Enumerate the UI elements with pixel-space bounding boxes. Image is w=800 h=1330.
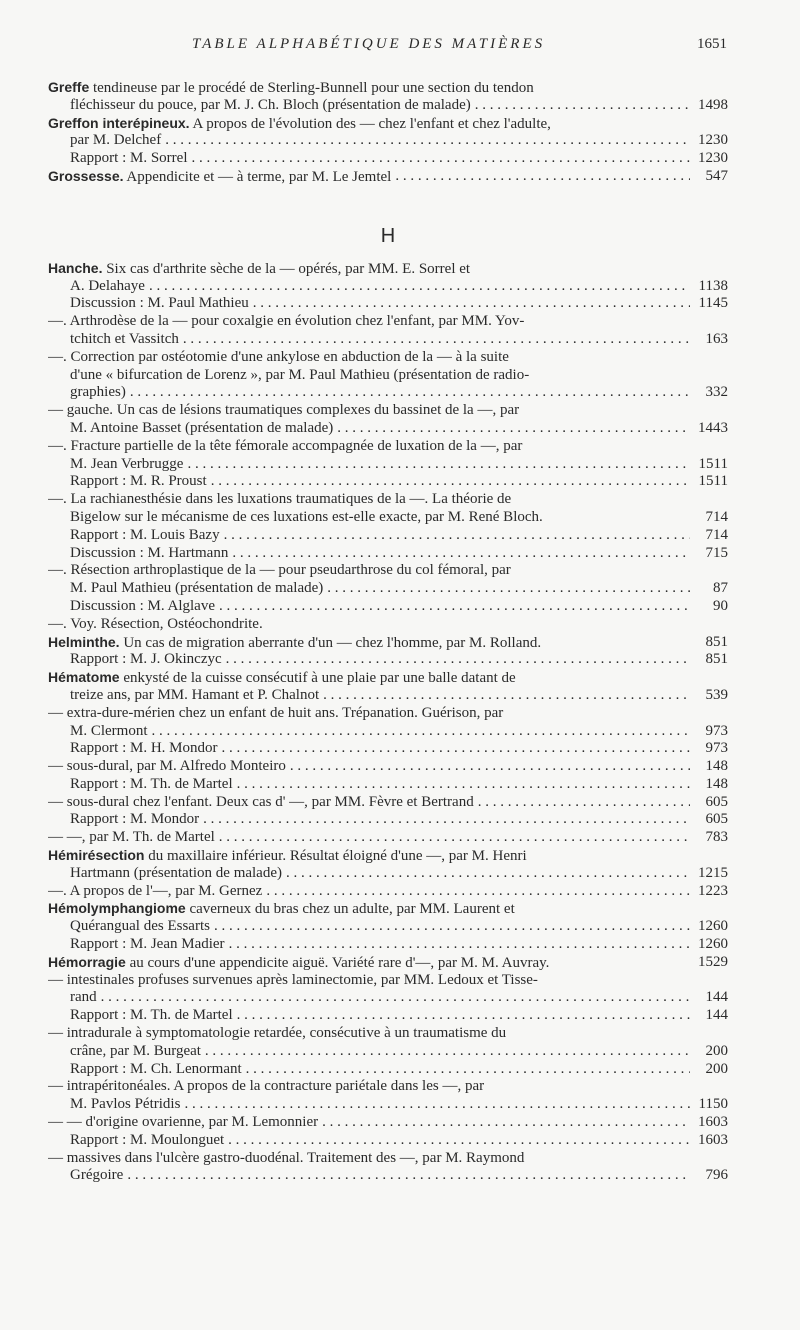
index-line-text: Greffon interépineux. A propos de l'évolution des — chez l'enfant et chez l'adulte, — [48, 114, 551, 132]
index-line — [48, 473, 728, 491]
dot-leader — [318, 1114, 690, 1132]
dot-leader — [145, 278, 690, 296]
dot-leader — [179, 331, 690, 349]
dot-leader — [333, 420, 690, 438]
index-line — [48, 740, 728, 758]
index-line — [48, 491, 728, 509]
index-line — [48, 989, 728, 1007]
index-line — [48, 313, 728, 331]
page-reference: 1603 — [698, 1114, 728, 1131]
page-reference: 90 — [713, 597, 728, 614]
index-entry — [48, 79, 728, 115]
index-line — [48, 1096, 728, 1114]
index-line-text: rand — [70, 989, 97, 1006]
index-line-text: —. A propos de l'—, par M. Gernez — [48, 882, 263, 899]
index-entry — [48, 260, 728, 634]
dot-leader — [391, 168, 690, 186]
index-line-text: —. Résection arthroplastique de la — pour pseudarthrose du col fémoral, par — [48, 562, 511, 579]
page-reference: 1498 — [698, 96, 728, 113]
dot-leader — [233, 776, 690, 794]
index-line-text: graphies) — [70, 384, 126, 401]
index-line — [48, 1114, 728, 1132]
page-reference: 973 — [705, 740, 728, 757]
index-line-text: —. Arthrodèse de la — pour coxalgie en évolution chez l'enfant, par MM. Yov- — [48, 313, 525, 330]
index-line-text: Grégoire — [70, 1167, 124, 1184]
index-line-text: Hémirésection du maxillaire inférieur. Résultat éloigné d'une —, par M. Henri — [48, 847, 527, 865]
dot-leader — [224, 1132, 690, 1150]
index-line-text: Bigelow sur le mécanisme de ces luxations est-elle exacte, par M. René Bloch. — [70, 508, 543, 525]
index-line — [48, 865, 728, 883]
index-line — [48, 1025, 728, 1043]
dot-leader — [262, 883, 690, 901]
index-line — [48, 954, 728, 972]
index-line — [48, 598, 728, 616]
page-reference: 1529 — [698, 953, 728, 970]
page-reference: 1145 — [698, 295, 728, 312]
index-line — [48, 384, 728, 402]
page-reference: 796 — [705, 1167, 728, 1184]
page-reference: 1260 — [698, 918, 728, 935]
index-line-text: Hémolymphangiome caverneux du bras chez un adulte, par MM. Laurent et — [48, 900, 515, 918]
index-line — [48, 168, 728, 186]
index-line — [48, 150, 728, 168]
index-keyword: Grossesse. — [48, 167, 124, 184]
index-line-text: d'une « bifurcation de Lorenz », par M. Paul Mathieu (présentation de radio- — [70, 366, 530, 383]
dot-leader — [199, 811, 690, 829]
index-line — [48, 295, 728, 313]
index-line — [48, 132, 728, 150]
index-line-text: —. Voy. Résection, Ostéochondrite. — [48, 615, 263, 632]
page-reference: 547 — [705, 167, 728, 184]
index-line-text: Rapport : M. Moulonguet — [70, 1131, 225, 1148]
index-line — [48, 1150, 728, 1168]
page-number: 1651 — [697, 36, 727, 52]
index-line — [48, 883, 728, 901]
index-line-text: M. Jean Verbrugge — [70, 455, 184, 472]
index-entry — [48, 954, 728, 1185]
page-reference: 163 — [705, 330, 728, 347]
index-keyword: Hémolymphangiome — [48, 900, 186, 917]
index-line-text: — —, par M. Th. de Martel — [48, 829, 215, 846]
index-line-text: crâne, par M. Burgeat — [70, 1042, 201, 1059]
index-line — [48, 794, 728, 812]
index-line-text: M. Clermont — [70, 722, 148, 739]
index-entry — [48, 115, 728, 168]
index-line — [48, 115, 728, 133]
page-reference: 851 — [705, 633, 728, 650]
index-line — [48, 829, 728, 847]
page-reference: 851 — [705, 651, 728, 668]
index-line — [48, 705, 728, 723]
index-line — [48, 1167, 728, 1185]
index-line-text: Discussion : M. Paul Mathieu — [70, 295, 249, 312]
index-line — [48, 527, 728, 545]
index-line — [48, 723, 728, 741]
index-line — [48, 776, 728, 794]
index-line-text: — sous-dural, par M. Alfredo Monteiro — [48, 758, 286, 775]
index-line-text: Hartmann (présentation de malade) — [70, 864, 282, 881]
index-line — [48, 367, 728, 385]
entries-letter-h — [48, 260, 728, 1185]
index-line-text: — intrapéritonéales. A propos de la contracture pariétale dans les —, par — [48, 1078, 485, 1095]
dot-leader — [286, 758, 690, 776]
page-reference: 1215 — [698, 864, 728, 881]
index-line — [48, 900, 728, 918]
index-line-text: treize ans, par MM. Hamant et P. Chalnot — [70, 686, 320, 703]
index-line-text: Discussion : M. Alglave — [70, 597, 215, 614]
index-line-text: Rapport : M. H. Mondor — [70, 740, 218, 757]
page-reference: 539 — [705, 686, 728, 703]
index-line — [48, 349, 728, 367]
index-line-text: A. Delahaye — [70, 277, 145, 294]
page-reference: 144 — [705, 1007, 728, 1024]
page-reference: 605 — [705, 811, 728, 828]
dot-leader — [543, 509, 690, 527]
dot-leader — [233, 1007, 690, 1025]
index-line-text: —. Correction par ostéotomie d'une ankylose en abduction de la — à la suite — [48, 348, 509, 365]
page-reference: 332 — [705, 384, 728, 401]
dot-leader — [474, 794, 690, 812]
index-keyword: Helminthe. — [48, 633, 120, 650]
index-keyword: Hanche. — [48, 259, 103, 276]
index-line — [48, 758, 728, 776]
index-line — [48, 438, 728, 456]
index-line — [48, 402, 728, 420]
index-line — [48, 79, 728, 97]
page-reference: 148 — [705, 775, 728, 792]
index-entry — [48, 847, 728, 900]
index-line-text: Rapport : M. Ch. Lenormant — [70, 1060, 242, 1077]
index-line — [48, 847, 728, 865]
page-reference: 1230 — [698, 150, 728, 167]
page-reference: 1511 — [698, 473, 728, 490]
page-reference: 715 — [705, 544, 728, 561]
page-reference: 1603 — [698, 1131, 728, 1148]
index-line-text: Rapport : M. J. Okinczyc — [70, 651, 222, 668]
index-line-text: Hématome enkysté de la cuisse consécutif à une plaie par une balle datant de — [48, 669, 516, 687]
dot-leader — [541, 634, 690, 652]
index-line-text: M. Paul Mathieu (présentation de malade) — [70, 580, 324, 597]
index-keyword: Greffe — [48, 79, 90, 95]
dot-leader — [201, 1043, 690, 1061]
index-line — [48, 669, 728, 687]
index-line — [48, 616, 728, 634]
dot-leader — [188, 150, 691, 168]
page-reference: 148 — [705, 758, 728, 775]
page-reference: 973 — [705, 722, 728, 739]
index-line-text: Rapport : M. Th. de Martel — [70, 1007, 233, 1024]
index-line-text: — sous-dural chez l'enfant. Deux cas d' —, par MM. Fèvre et Bertrand — [48, 793, 474, 810]
index-line — [48, 1061, 728, 1079]
dot-leader — [242, 1061, 690, 1079]
page-reference: 144 — [705, 989, 728, 1006]
index-line — [48, 1043, 728, 1061]
index-keyword: Hématome — [48, 669, 120, 686]
dot-leader — [249, 295, 690, 313]
index-line — [48, 260, 728, 278]
dot-leader — [123, 1167, 690, 1185]
dot-leader — [215, 829, 690, 847]
index-entry — [48, 634, 728, 670]
index-line-text: Quérangual des Essarts — [70, 918, 210, 935]
page-reference: 714 — [705, 526, 728, 543]
index-line-text: Rapport : M. Mondor — [70, 811, 200, 828]
page-reference: 87 — [713, 580, 728, 597]
index-line-text: Rapport : M. Th. de Martel — [70, 775, 233, 792]
index-line — [48, 687, 728, 705]
index-line — [48, 509, 728, 527]
dot-leader — [207, 473, 690, 491]
page-reference: 1223 — [698, 882, 728, 899]
dot-leader — [215, 598, 690, 616]
dot-leader — [126, 384, 690, 402]
dot-leader — [282, 865, 690, 883]
running-title: TABLE ALPHABÉTIQUE DES MATIÈRES — [192, 36, 546, 52]
dot-leader — [228, 545, 690, 563]
index-line — [48, 278, 728, 296]
dot-leader — [549, 954, 690, 972]
index-line-text: Helminthe. Un cas de migration aberrante d'un — chez l'homme, par M. Rolland. — [48, 633, 542, 651]
index-line-text: — — d'origine ovarienne, par M. Lemonnier — [48, 1114, 319, 1131]
index-line — [48, 331, 728, 349]
index-entry — [48, 168, 728, 186]
dot-leader — [471, 97, 690, 115]
index-line — [48, 1007, 728, 1025]
index-line-text: —. La rachianesthésie dans les luxations traumatiques de la —. La théorie de — [48, 491, 512, 508]
index-entry — [48, 669, 728, 847]
index-line — [48, 811, 728, 829]
page-reference: 200 — [705, 1060, 728, 1077]
index-line-text: M. Pavlos Pétridis — [70, 1096, 181, 1113]
index-line — [48, 580, 728, 598]
index-line-text: Greffe tendineuse par le procédé de Sterling-Bunnell pour une section du tendon — [48, 79, 534, 96]
page-reference: 605 — [705, 793, 728, 810]
index-keyword: Greffon interépineux. — [48, 114, 190, 131]
dot-leader — [97, 989, 690, 1007]
index-line — [48, 420, 728, 438]
index-line-text: Rapport : M. Sorrel — [70, 150, 188, 167]
index-line — [48, 972, 728, 990]
dot-leader — [218, 740, 691, 758]
index-line-text: fléchisseur du pouce, par M. J. Ch. Bloch (présentation de malade) — [70, 96, 471, 113]
index-line — [48, 936, 728, 954]
index-line — [48, 97, 728, 115]
index-line-text: tchitch et Vassitch — [70, 330, 179, 347]
dot-leader — [220, 527, 690, 545]
index-line — [48, 918, 728, 936]
index-line-text: — intradurale à symptomatologie retardée, consécutive à un traumatisme du — [48, 1025, 507, 1042]
index-line-text: — intestinales profuses survenues après laminectomie, par MM. Ledoux et Tisse- — [48, 971, 538, 988]
dot-leader — [161, 132, 690, 150]
index-line-text: — gauche. Un cas de lésions traumatiques complexes du bassinet de la —, par — [48, 402, 520, 419]
index-keyword: Hémirésection — [48, 847, 145, 864]
dot-leader — [210, 918, 690, 936]
index-line-text: M. Antoine Basset (présentation de malade) — [70, 419, 334, 436]
index-line-text: Hanche. Six cas d'arthrite sèche de la — opérés, par MM. E. Sorrel et — [48, 259, 471, 277]
index-line-text: Grossesse. Appendicite et — à terme, par M. Le Jemtel — [48, 167, 392, 185]
dot-leader — [148, 723, 691, 741]
index-line-text: — extra-dure-mérien chez un enfant de huit ans. Trépanation. Guérison, par — [48, 704, 504, 721]
index-entry — [48, 900, 728, 953]
page-reference: 1138 — [698, 277, 728, 294]
index-line — [48, 651, 728, 669]
index-line-text: Rapport : M. Jean Madier — [70, 936, 225, 953]
index-line-text: Hémorragie au cours d'une appendicite aiguë. Variété rare d'—, par M. M. Auvray. — [48, 953, 550, 971]
dot-leader — [225, 936, 690, 954]
page-reference: 1443 — [698, 419, 728, 436]
index-line — [48, 562, 728, 580]
index-line-text: —. Fracture partielle de la tête fémorale accompagnée de luxation de la —, par — [48, 437, 523, 454]
page-reference: 714 — [705, 508, 728, 525]
section-letter: H — [380, 224, 396, 247]
page-reference: 200 — [705, 1042, 728, 1059]
page-reference: 1150 — [698, 1096, 728, 1113]
entries-letter-g — [48, 79, 728, 186]
page-reference: 1260 — [698, 936, 728, 953]
index-line — [48, 634, 728, 652]
index-line-text: — massives dans l'ulcère gastro-duodénal. Traitement des —, par M. Raymond — [48, 1149, 525, 1166]
page-reference: 1511 — [698, 455, 728, 472]
index-line-text: Rapport : M. Louis Bazy — [70, 526, 220, 543]
index-line-text: Rapport : M. R. Proust — [70, 473, 207, 490]
page-reference: 1230 — [698, 132, 728, 149]
page-reference: 783 — [705, 829, 728, 846]
dot-leader — [183, 456, 690, 474]
index-line-text: Discussion : M. Hartmann — [70, 544, 229, 561]
dot-leader — [222, 651, 690, 669]
index-keyword: Hémorragie — [48, 953, 126, 970]
dot-leader — [180, 1096, 690, 1114]
dot-leader — [323, 580, 690, 598]
index-line — [48, 1078, 728, 1096]
alphabetical-index — [48, 79, 728, 1185]
index-line — [48, 456, 728, 474]
index-line-text: par M. Delchef — [70, 132, 162, 149]
dot-leader — [319, 687, 690, 705]
index-line — [48, 1132, 728, 1150]
index-line — [48, 545, 728, 563]
